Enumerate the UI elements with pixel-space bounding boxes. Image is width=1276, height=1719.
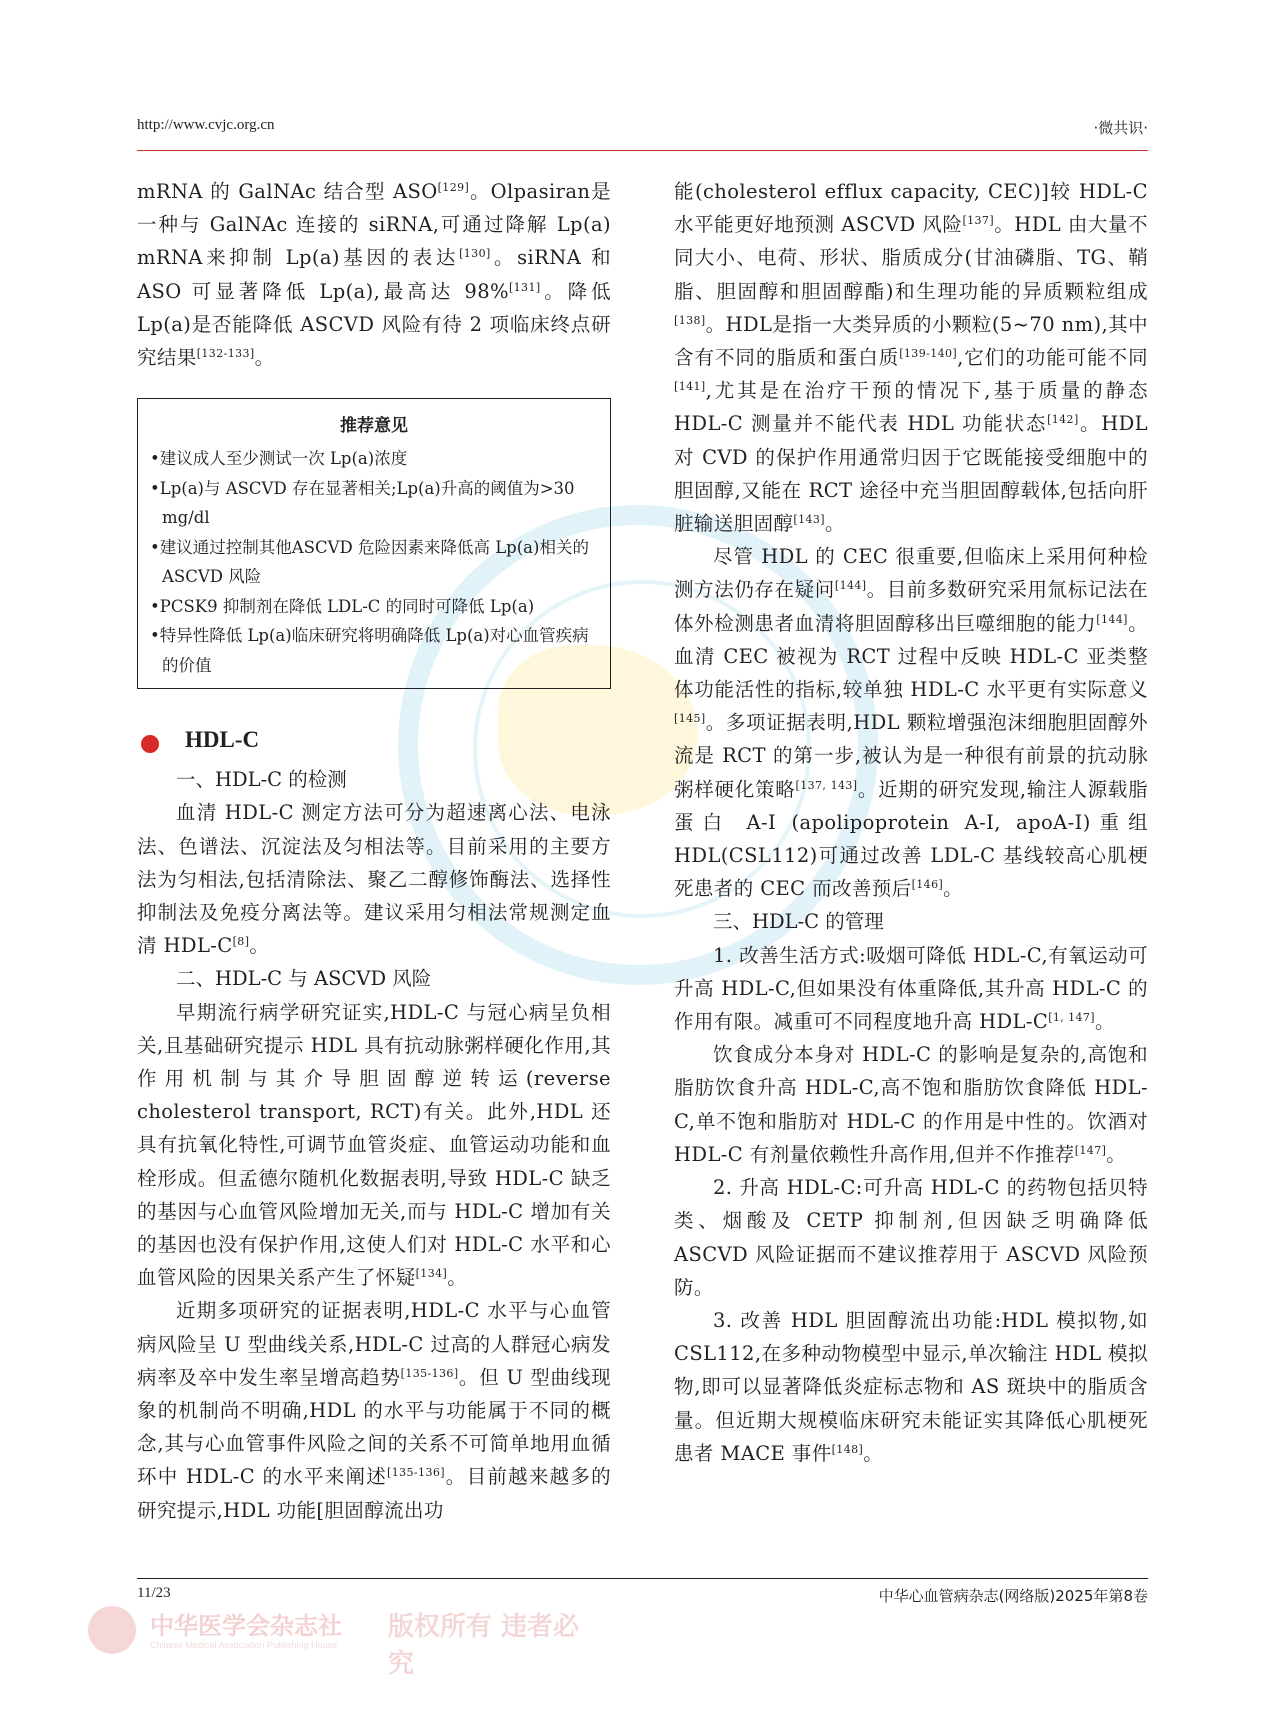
subheading: 一、HDL-C 的检测 xyxy=(176,768,347,792)
subheading: 二、HDL-C 与 ASCVD 风险 xyxy=(176,967,432,991)
publisher-logo xyxy=(88,1602,588,1679)
section-heading xyxy=(137,727,611,761)
citation[interactable]: [146] xyxy=(911,878,944,892)
journal-url[interactable]: http://www.cvjc.org.cn xyxy=(137,117,275,133)
paragraph: 1. 改善生活方式:吸烟可降低 HDL-C,有氧运动可升高 HDL-C,但如果没有体重降低,其升高 HDL-C 的作用有限。减重可不同程度地升高 HDL-C[1, 147]。 xyxy=(674,943,1148,1034)
journal-name: 中华心血管病杂志(网络版)2025年第8卷 xyxy=(878,1587,1148,1605)
citation[interactable]: [135-136] xyxy=(400,1366,459,1380)
citation[interactable]: [134] xyxy=(415,1267,448,1281)
paragraph: 2. 升高 HDL-C:可升高 HDL-C 的药物包括贝特类、烟酸及 CETP 抑制剂,但因缺乏明确降低 ASCVD 风险证据而不建议推荐用于 ASCVD 风险预防。 xyxy=(674,1176,1148,1299)
footer-divider xyxy=(137,1578,1148,1579)
citation[interactable]: [141] xyxy=(674,380,706,394)
recommendation-item: •特异性降低 Lp(a)临床研究将明确降低 Lp(a)对心血管疾病的价值 xyxy=(150,626,589,675)
citation[interactable]: [129] xyxy=(437,181,470,194)
recommendation-box xyxy=(137,398,611,689)
recommendation-item: •PCSK9 抑制剂在降低 LDL-C 的同时可降低 Lp(a) xyxy=(150,596,535,616)
recommendation-item: •Lp(a)与 ASCVD 存在显著相关;Lp(a)升高的阈值为>30 mg/dl xyxy=(150,478,575,528)
citation[interactable]: [144] xyxy=(834,579,867,593)
citation[interactable]: [143] xyxy=(793,513,825,527)
citation[interactable]: [144] xyxy=(1096,612,1128,626)
recommendation-item: •建议通过控制其他ASCVD 危险因素来降低高 Lp(a)相关的 ASCVD 风险 xyxy=(150,537,589,587)
right-column xyxy=(674,175,1148,1470)
citation[interactable]: [138] xyxy=(674,313,706,327)
paragraph: 能(cholesterol efflux capacity, CEC)]较 HDL-C 水平能更好地预测 ASCVD 风险[137]。HDL 由大量不同大小、电荷、形状、脂质成分(甘油磷脂、TG、鞘脂、胆固醇和胆固醇酯)和生理功能的异质颗粒组成[138]。HDL是指一大类异质的小颗粒(5~70 nm),其中含有不同的脂质和蛋白质[139-140],它们的功能可能不同[141],尤其是在治疗干预的情况下,基于质量的静态 HDL-C 测量并不能代表 HDL 功能状态[142]。HDL 对 CVD 的保护作用通常归因于它既能接受细胞中的胆固醇,又能在 RCT 途径中充当胆固醇载体,包括向肝脏输送胆固醇[143]。 xyxy=(674,180,1148,536)
publisher-name-en: Chinese Medical Association Publishing House xyxy=(150,1640,338,1650)
header-divider xyxy=(137,150,1148,151)
citation[interactable]: [1, 147] xyxy=(1048,1011,1095,1025)
citation[interactable]: [132-133] xyxy=(196,347,255,361)
section-label: ·微共识· xyxy=(1093,119,1148,137)
paragraph: 早期流行病学研究证实,HDL-C 与冠心病呈负相关,且基础研究提示 HDL 具有抗动脉粥样硬化作用,其作用机制与其介导胆固醇逆转运(reverse cholesterol transport, RCT)有关。此外,HDL 还具有抗氧化特性,可调节血管炎症、血管运动功能和血栓形成。但孟德尔随机化数据表明,导致 HDL-C 缺乏的基因与心血管风险增加无关,而与 HDL-C 增加有关的基因也没有保护作用,这使人们对 HDL-C 水平和心血管风险的因果关系产生了怀疑[134]。 xyxy=(137,1000,611,1290)
citation[interactable]: [137, 143] xyxy=(795,778,858,792)
section-title: HDL-C xyxy=(185,727,260,753)
citation[interactable]: [130] xyxy=(459,247,491,261)
paragraph: 3. 改善 HDL 胆固醇流出功能:HDL 模拟物,如 CSL112,在多种动物模型中显示,单次输注 HDL 模拟物,即可以显著降低炎症标志物和 AS 斑块中的脂质含量。但近期大规模临床研究未能证实其降低心肌梗死患者 MACE 事件[148]。 xyxy=(674,1308,1148,1465)
left-column xyxy=(137,175,611,1527)
page-number: 11/23 xyxy=(137,1585,171,1601)
paragraph: 血清 HDL-C 测定方法可分为超速离心法、电泳法、色谱法、沉淀法及匀相法等。目前采用的主要方法为匀相法,包括清除法、聚乙二醇修饰酶法、选择性抑制法及免疫分离法等。建议采用匀相法常规测定血清 HDL-C[8]。 xyxy=(137,801,611,958)
citation[interactable]: [147] xyxy=(1074,1143,1107,1157)
citation[interactable]: [148] xyxy=(831,1442,864,1456)
citation[interactable]: [8] xyxy=(232,935,250,949)
paragraph: 饮食成分本身对 HDL-C 的影响是复杂的,高饱和脂肪饮食升高 HDL-C,高不饱和脂肪饮食降低 HDL-C,单不饱和脂肪对 HDL-C 的作用是中性的。饮酒对 HDL-C 有剂量依赖性升高作用,但并不作推荐[147]。 xyxy=(674,1043,1148,1166)
recommendation-item: •建议成人至少测试一次 Lp(a)浓度 xyxy=(150,449,408,469)
page-header xyxy=(137,117,1148,145)
flower-logo-icon xyxy=(88,1606,136,1654)
box-title: 推荐意见 xyxy=(340,416,408,437)
citation[interactable]: [135-136] xyxy=(387,1466,445,1480)
citation[interactable]: [139-140] xyxy=(899,347,958,361)
paragraph: mRNA 的 GalNAc 结合型 ASO[129]。Olpasiran是一种与 GalNAc 连接的 siRNA,可通过降解 Lp(a) mRNA来抑制 Lp(a)基因的表达[130]。siRNA 和 ASO 可显著降低 Lp(a),最高达 98%[131]。降低 Lp(a)是否能降低 ASCVD 风险有待 2 项临床终点研究结果[132-133]。 xyxy=(137,180,611,370)
subheading: 三、HDL-C 的管理 xyxy=(713,910,884,934)
paragraph: 尽管 HDL 的 CEC 很重要,但临床上采用何种检测方法仍存在疑问[144]。目前多数研究采用氚标记法在体外检测患者血清将胆固醇移出巨噬细胞的能力[144]。血清 CEC 被视为 RCT 过程中反映 HDL-C 亚类整体功能活性的指标,较单独 HDL-C 水平更有实际意义[145]。多项证据表明,HDL 颗粒增强泡沫细胞胆固醇外流是 RCT 的第一步,被认为是一种很有前景的抗动脉粥样硬化策略[137, 143]。近期的研究发现,输注人源载脂蛋白 A-I (apolipoprotein A-I, apoA-I)重组 HDL(CSL112)可通过改善 LDL-C 基线较高心肌梗死患者的 CEC 而改善预后[146]。 xyxy=(674,545,1148,901)
copyright-mark: 版权所有 违者必究 xyxy=(388,1612,580,1679)
citation[interactable]: [137] xyxy=(962,214,995,228)
publisher-name: 中华医学会杂志社 xyxy=(150,1611,342,1640)
citation[interactable]: [131] xyxy=(508,280,541,294)
paragraph: 近期多项研究的证据表明,HDL-C 水平与心血管病风险呈 U 型曲线关系,HDL-C 过高的人群冠心病发病率及卒中发生率呈增高趋势[135-136]。但 U 型曲线现象的机制尚不明确,HDL 的水平与功能属于不同的概念,其与心血管事件风险之间的关系不可简单地用血循环中 HDL-C 的水平来阐述[135-136]。目前越来越多的研究提示,HDL 功能[胆固醇流出功 xyxy=(137,1299,611,1522)
citation[interactable]: [142] xyxy=(1047,413,1079,427)
citation[interactable]: [145] xyxy=(674,712,706,726)
bullet-dot-icon xyxy=(141,735,159,753)
